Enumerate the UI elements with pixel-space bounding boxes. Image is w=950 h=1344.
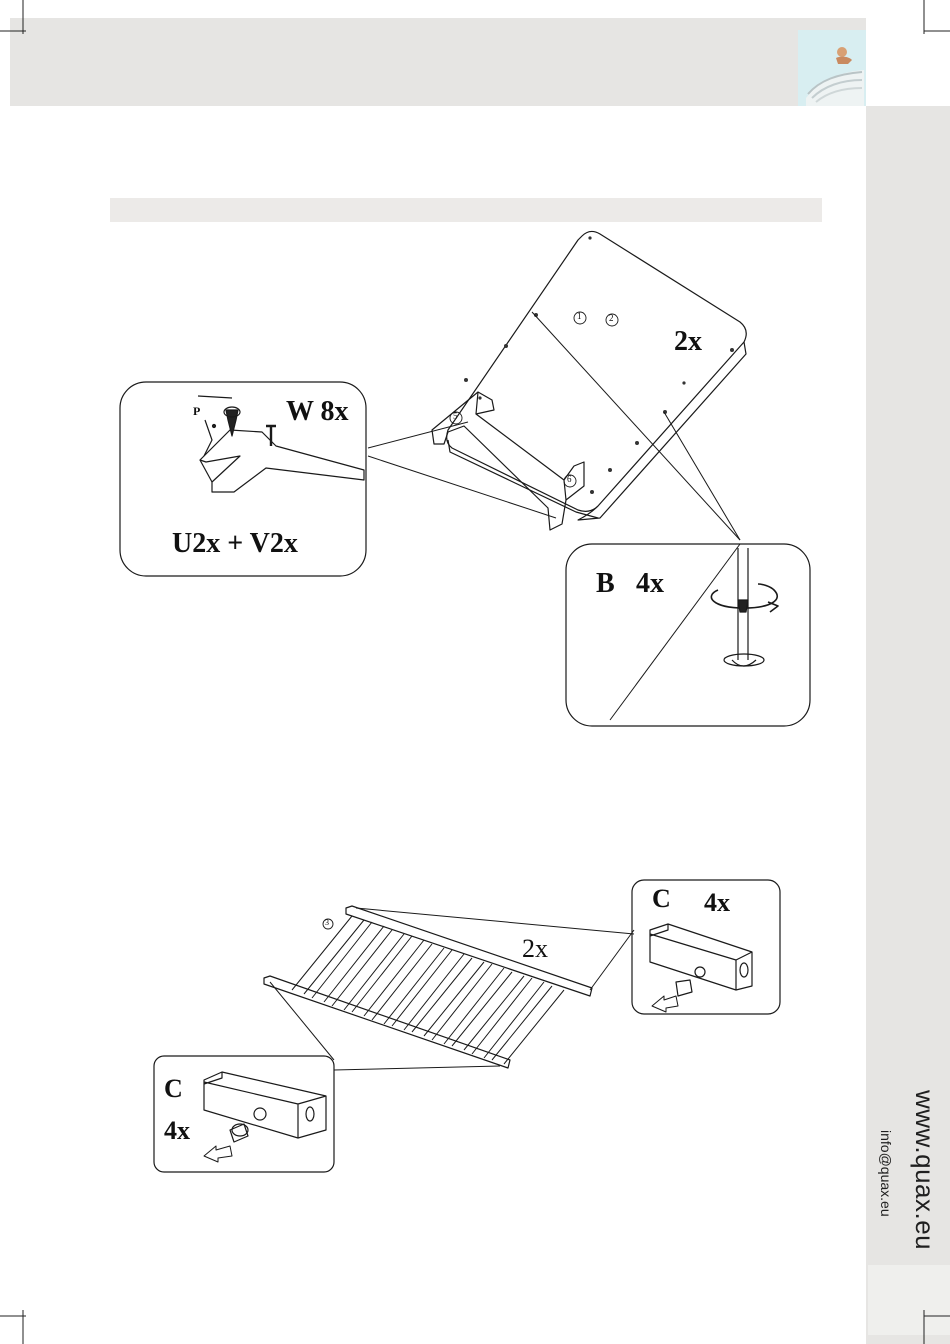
callout-b-part: B: [596, 568, 615, 599]
callout-c-left-quantity: 4x: [164, 1116, 190, 1145]
callout-c-right-quantity: 4x: [704, 888, 730, 917]
dowel-icon: [676, 980, 692, 996]
slat-base-drawing: [264, 906, 634, 1070]
callout-b-quantity: 4x: [636, 568, 664, 599]
website-link[interactable]: www.quax.eu: [910, 1090, 940, 1251]
part-number-6: 6: [567, 474, 572, 484]
part-number-2: 2: [609, 313, 614, 323]
part-number-markers: [323, 312, 618, 929]
callout-w-combined: U2x + V2x: [172, 528, 298, 559]
push-arrow-icon: [652, 996, 678, 1012]
slat-base-quantity: 2x: [522, 934, 548, 963]
callout-c-left-part: C: [164, 1074, 183, 1103]
slat-base-number: 3: [325, 918, 329, 927]
panel-quantity-label: 2x: [674, 326, 702, 357]
part-number-1: 1: [577, 311, 582, 321]
callout-w-quantity: W 8x: [286, 396, 349, 427]
callout-c-right-part: C: [652, 884, 671, 913]
callout-w-part-p: P: [193, 404, 201, 418]
bed-panel-drawing: [368, 231, 746, 540]
part-number-5: 5: [453, 411, 458, 421]
email-link[interactable]: info@quax.eu: [878, 1130, 894, 1217]
